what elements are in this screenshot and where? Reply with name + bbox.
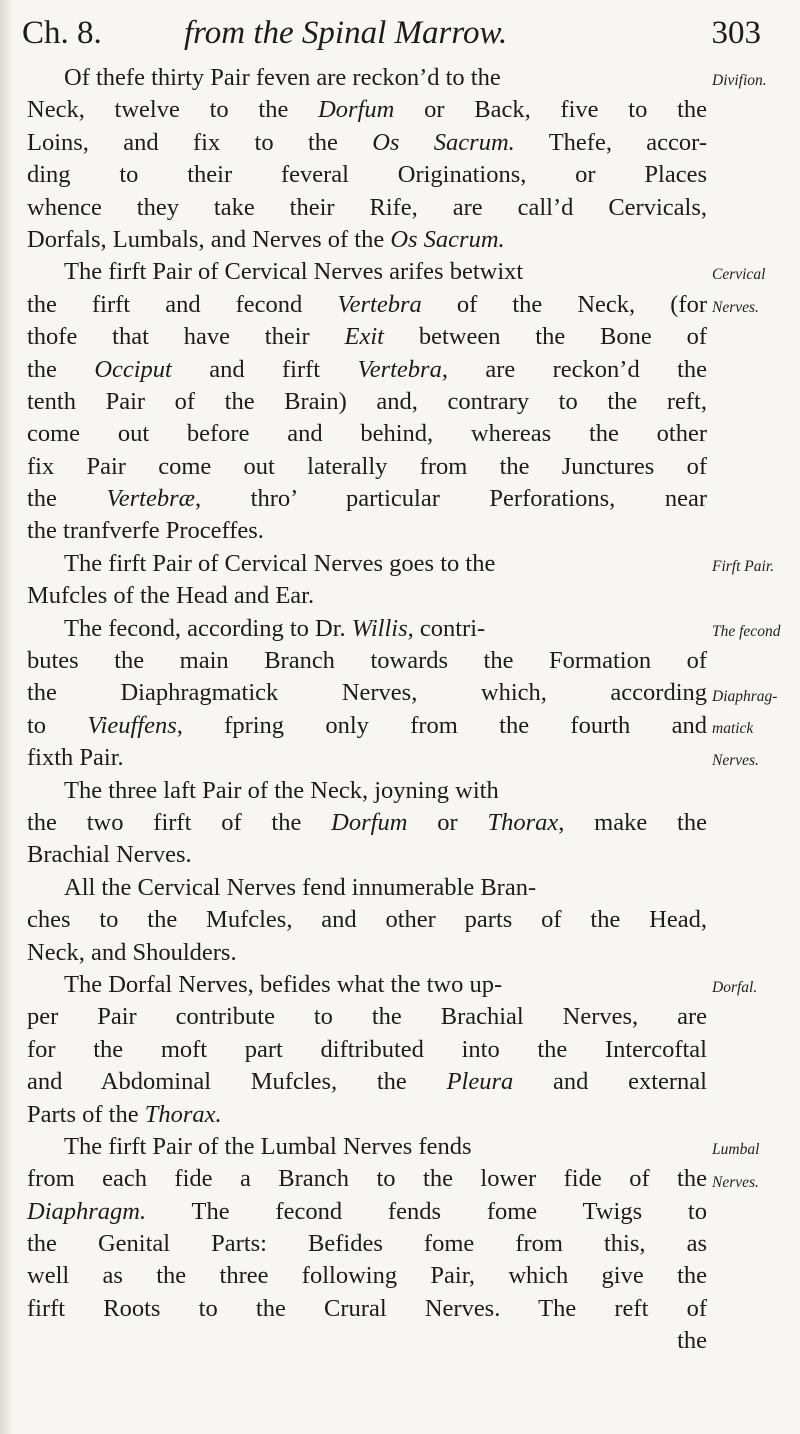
text-line <box>27 418 707 450</box>
text-run: or <box>407 808 488 836</box>
text-line <box>27 677 707 709</box>
text-line <box>27 1034 707 1066</box>
text-run: The firft Pair of the Lumbal Nerves fends <box>64 1132 472 1160</box>
text-run: , contri- <box>407 614 486 642</box>
text-line <box>27 289 707 321</box>
margin-note: Divifion. <box>712 72 767 89</box>
text-line <box>27 807 707 839</box>
text-run: thofe that have their <box>27 323 345 351</box>
margin-note: The fecond <box>712 622 781 640</box>
text-line <box>27 872 707 904</box>
margin-note: Lumbal <box>712 1141 760 1159</box>
text-run: fixth Pair. <box>27 744 124 772</box>
text-run: the Genital Parts: Befides fome from this, as <box>27 1230 707 1258</box>
margin-note: Dorfal. <box>712 979 758 997</box>
text-run: Neck, and Shoulders. <box>27 938 237 966</box>
margin-note: Cervical <box>712 266 766 284</box>
text-run: The Dorfal Nerves, befides what the two up- <box>64 970 503 998</box>
text-line <box>27 839 707 871</box>
italic-text-run: Vertebræ <box>106 485 195 513</box>
text-line <box>27 1325 707 1357</box>
text-line <box>27 1163 707 1195</box>
running-title: from the Spinal Marrow. <box>184 15 508 51</box>
margin-note: Firft Pair. <box>712 558 775 575</box>
text-run: fix Pair come out laterally from the Junctures of <box>27 452 707 480</box>
text-line <box>27 775 707 807</box>
italic-text-run: Exit <box>344 323 384 351</box>
running-header <box>16 6 761 60</box>
margin-note: Nerves. <box>712 752 759 770</box>
text-line <box>27 224 707 256</box>
text-line <box>27 483 707 515</box>
italic-text-run: Vertebra <box>357 355 442 383</box>
margin-note: Nerves. <box>712 1173 759 1191</box>
text-line <box>27 710 707 742</box>
text-run: firft Roots to the Crural Nerves. The reft of <box>27 1294 707 1322</box>
text-line <box>27 1196 707 1228</box>
text-run: , fpring only from the fourth and <box>176 711 707 739</box>
italic-text-run: Dorfum <box>318 96 395 124</box>
text-run: The firft Pair of Cervical Nerves goes to the <box>64 549 496 577</box>
margin-note: matick <box>712 720 754 737</box>
text-line <box>27 904 707 936</box>
text-run: well as the three following Pair, which give the <box>27 1262 707 1290</box>
text-run: from each fide a Branch to the lower fide of the <box>27 1165 707 1193</box>
italic-text-run: Thorax <box>487 808 559 836</box>
text-line <box>27 548 707 580</box>
text-line <box>27 1066 707 1098</box>
text-line <box>27 1131 707 1163</box>
text-line <box>27 937 707 969</box>
text-run: The fecond, according to Dr. <box>64 614 352 642</box>
text-run: , make the <box>558 808 707 836</box>
text-line <box>27 645 707 677</box>
text-run: The three laft Pair of the Neck, joyning with <box>64 776 499 804</box>
text-line <box>27 969 707 1001</box>
text-run: , are reckon’d the <box>441 355 707 383</box>
text-line <box>27 580 707 612</box>
italic-text-run: Pleura <box>446 1068 514 1096</box>
text-line <box>27 159 707 191</box>
italic-text-run: Os Sacrum. <box>390 225 505 253</box>
text-run: The firft Pair of Cervical Nerves arifes betwixt <box>64 258 524 286</box>
text-run: butes the main Branch towards the Formation of <box>27 647 707 675</box>
text-run: Thefe, accor- <box>514 128 707 156</box>
italic-text-run: Vieuffens <box>87 711 177 739</box>
margin-note: Nerves. <box>712 298 759 316</box>
text-run: to <box>27 711 88 739</box>
italic-text-run: Thorax. <box>144 1100 222 1128</box>
text-line <box>27 1260 707 1292</box>
text-run: for the moft part diftributed into the Intercoftal <box>27 1035 707 1063</box>
text-run: Loins, and fix to the <box>27 128 373 156</box>
text-run: , thro’ particular Perforations, near <box>194 485 707 513</box>
text-run: and Abdominal Mufcles, the <box>27 1068 447 1096</box>
chapter-label: Ch. 8. <box>22 15 102 51</box>
text-line <box>27 1293 707 1325</box>
italic-text-run: Dorfum <box>331 808 408 836</box>
text-run: Neck, twelve to the <box>27 96 319 124</box>
text-run: Brachial Nerves. <box>27 841 192 869</box>
italic-text-run: Occiput <box>94 355 172 383</box>
text-run: and external <box>513 1068 707 1096</box>
text-run: of the Neck, (for <box>421 290 707 318</box>
page-binding-shadow <box>0 0 14 1434</box>
text-line <box>27 256 707 288</box>
italic-text-run: Os Sacrum. <box>372 128 515 156</box>
text-line <box>27 1099 707 1131</box>
text-run: the Diaphragmatick Nerves, which, according <box>27 679 707 707</box>
text-run: The fecond fends fome Twigs to <box>146 1197 707 1225</box>
text-run: the <box>27 355 95 383</box>
text-run: between the Bone of <box>384 323 707 351</box>
text-line <box>27 321 707 353</box>
italic-text-run: Diaphragm. <box>27 1197 147 1225</box>
text-run: Of thefe thirty Pair feven are reckon’d to the <box>64 64 501 91</box>
text-line <box>27 127 707 159</box>
italic-text-run: Willis <box>351 614 408 642</box>
text-line <box>27 354 707 386</box>
text-run: Mufcles of the Head and Ear. <box>27 582 315 610</box>
text-run: tenth Pair of the Brain) and, contrary to the reft, <box>27 387 707 415</box>
text-run: the tranfverfe Proceffes. <box>27 517 264 545</box>
margin-note: Diaphrag- <box>712 687 778 705</box>
text-run: the two firft of the <box>27 808 332 836</box>
text-line <box>27 515 707 547</box>
text-run: and firft <box>171 355 358 383</box>
text-run: the firft and fecond <box>27 290 338 318</box>
text-line <box>27 1001 707 1033</box>
text-run: or Back, five to the <box>394 96 707 124</box>
text-line <box>27 94 707 126</box>
text-line <box>27 192 707 224</box>
text-run: All the Cervical Nerves fend innumerable Bran- <box>64 873 537 901</box>
text-run: Dorfals, Lumbals, and Nerves of the <box>27 225 391 253</box>
text-run: the <box>677 1327 707 1355</box>
text-run: come out before and behind, whereas the other <box>27 420 707 448</box>
text-run: Parts of the <box>27 1100 145 1128</box>
text-line <box>27 451 707 483</box>
text-run: the <box>27 485 107 513</box>
text-line <box>27 386 707 418</box>
text-line <box>27 742 707 774</box>
text-line <box>27 613 707 645</box>
text-line <box>27 62 707 94</box>
text-run: ding to their feveral Originations, or Places <box>27 161 707 189</box>
page-number: 303 <box>711 15 761 51</box>
text-line <box>27 1228 707 1260</box>
text-run: whence they take their Rife, are call’d Cervicals, <box>27 193 707 221</box>
body-text <box>27 62 707 1358</box>
text-run: per Pair contribute to the Brachial Nerves, are <box>27 1003 707 1031</box>
italic-text-run: Vertebra <box>337 290 422 318</box>
text-run: ches to the Mufcles, and other parts of the Head, <box>27 906 707 934</box>
